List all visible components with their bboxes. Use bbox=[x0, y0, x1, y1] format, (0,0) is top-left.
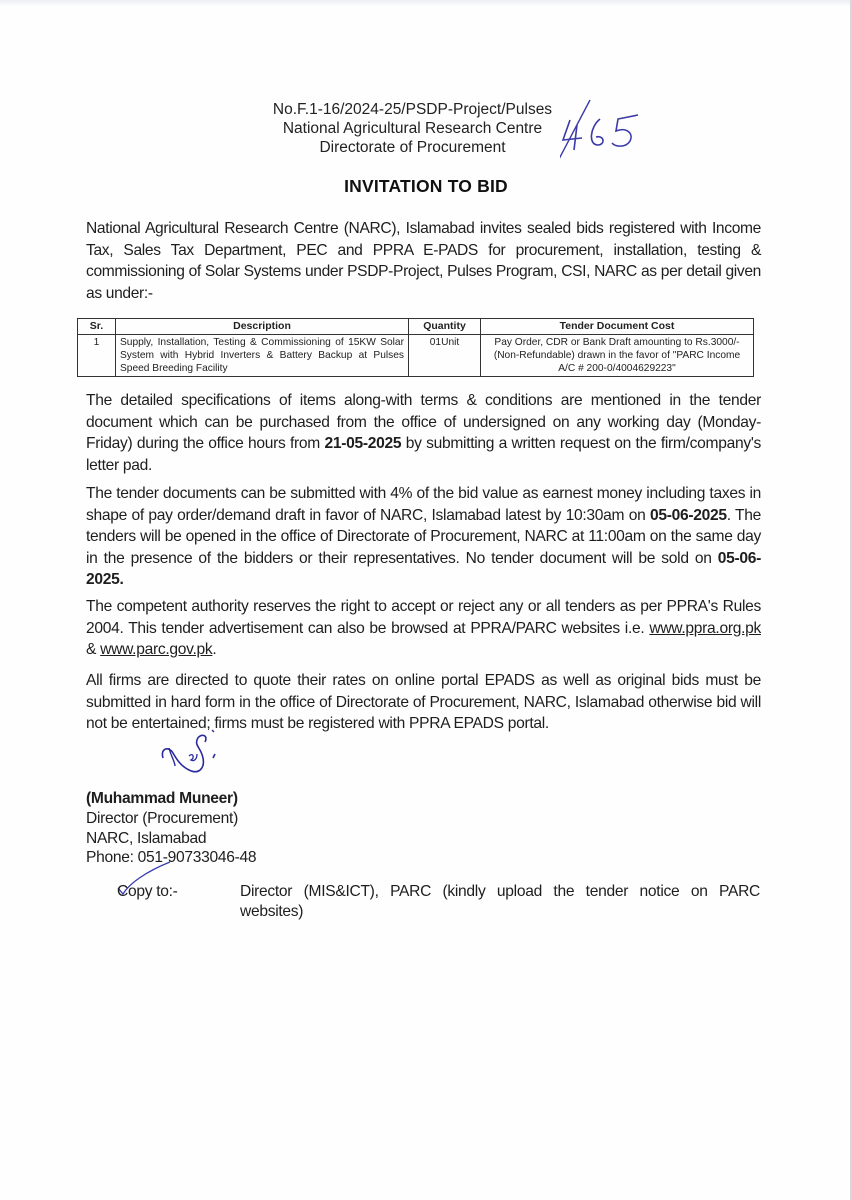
signatory-location: NARC, Islamabad bbox=[86, 829, 207, 847]
link-separator: & bbox=[86, 641, 101, 658]
copy-to-recipient: Director (MIS&ICT), PARC (kindly upload the tender notice on PARC websites) bbox=[240, 883, 760, 920]
intro-paragraph: National Agricultural Research Centre (NARC), Islamabad invites sealed bids registered with Income Tax, Sales Tax Department, PEC and PPRA E-PADS for procurement, installation, testing & commissioning of Solar Systems under PSDP-Project, Pulses Program, CSI, NARC as per detail given as under:- bbox=[86, 220, 761, 302]
header-cost: Tender Document Cost bbox=[481, 319, 754, 335]
signatory-name: (Muhammad Muneer) bbox=[86, 790, 238, 807]
signatory-phone: Phone: 051-90733046-48 bbox=[86, 849, 257, 867]
cell-description: Supply, Installation, Testing & Commissioning of 15KW Solar System with Hybrid Inverters & Battery Backup at Pulses Speed Breeding Facility bbox=[116, 335, 409, 377]
handwritten-diary-number-icon bbox=[560, 95, 670, 185]
submission-text-2: . The tenders will be opened in the office of Directorate of Procurement, NARC at 11:00am on the same day in the presence of the bidders or their representatives. No tender document will be sold on bbox=[86, 506, 761, 567]
submission-deadline-date: 05-06-2025 bbox=[649, 506, 727, 524]
specifications-paragraph bbox=[86, 390, 761, 476]
handwritten-signature-icon bbox=[155, 728, 255, 783]
reference-number: No.F.1-16/2024-25/PSDP-Project/Pulses bbox=[272, 101, 553, 118]
specs-text: The detailed specifications of items along-with terms & conditions are mentioned in the tender document which can be purchased from the office of undersigned on any working day (Monday-Friday) during the office hours from bbox=[86, 392, 761, 452]
page-title: INVITATION TO BID bbox=[344, 176, 508, 196]
copy-to-label: Copy to:- bbox=[117, 883, 178, 900]
submission-text-1: The tender documents can be submitted with 4% of the bid value as earnest money including taxes in shape of pay order/demand draft in favor of NARC, Islamabad latest by 10:30am on bbox=[86, 485, 761, 524]
signatory-designation: Director (Procurement) bbox=[86, 809, 238, 827]
no-sale-date: 05-06-2025. bbox=[86, 549, 761, 588]
header-quantity: Quantity bbox=[409, 319, 481, 335]
scan-top-edge bbox=[0, 0, 852, 6]
submission-paragraph bbox=[86, 483, 761, 591]
signatory-block bbox=[86, 789, 256, 868]
department-name: Directorate of Procurement bbox=[319, 139, 506, 156]
header-sr: Sr. bbox=[78, 319, 116, 335]
epads-paragraph: All firms are directed to quote their rates on online portal EPADS as well as original bids must be submitted in hard form in the office of Directorate of Procurement, NARC, Islamabad otherwise bid will not be entertained; firms must be registered with PPRA EPADS portal. bbox=[86, 672, 761, 732]
cell-cost: Pay Order, CDR or Bank Draft amounting to Rs.3000/-(Non-Refundable) drawn in the favor of "PARC Income A/C # 200-0/4004629223" bbox=[481, 335, 754, 377]
table-row bbox=[78, 335, 754, 377]
header-description: Description bbox=[116, 319, 409, 335]
tender-table bbox=[77, 318, 754, 377]
authority-end: . bbox=[212, 641, 217, 658]
cell-quantity: 01Unit bbox=[409, 335, 481, 377]
authority-paragraph bbox=[86, 596, 761, 661]
purchase-start-date: 21-05-2025 bbox=[324, 435, 402, 452]
letter-header bbox=[230, 100, 595, 157]
parc-website-link[interactable]: www.parc.gov.pk bbox=[100, 641, 213, 658]
specs-text-end: by submitting a written request on the firm/company's letter pad. bbox=[86, 435, 761, 474]
organization-name: National Agricultural Research Centre bbox=[282, 120, 543, 137]
cell-sr: 1 bbox=[78, 335, 116, 377]
ppra-website-link[interactable]: www.ppra.org.pk bbox=[649, 619, 761, 637]
table-header-row bbox=[78, 319, 754, 335]
authority-text: The competent authority reserves the right to accept or reject any or all tenders as per PPRA's Rules 2004. This tender advertisement can also be browsed at PPRA/PARC websites i.e. bbox=[86, 598, 761, 637]
